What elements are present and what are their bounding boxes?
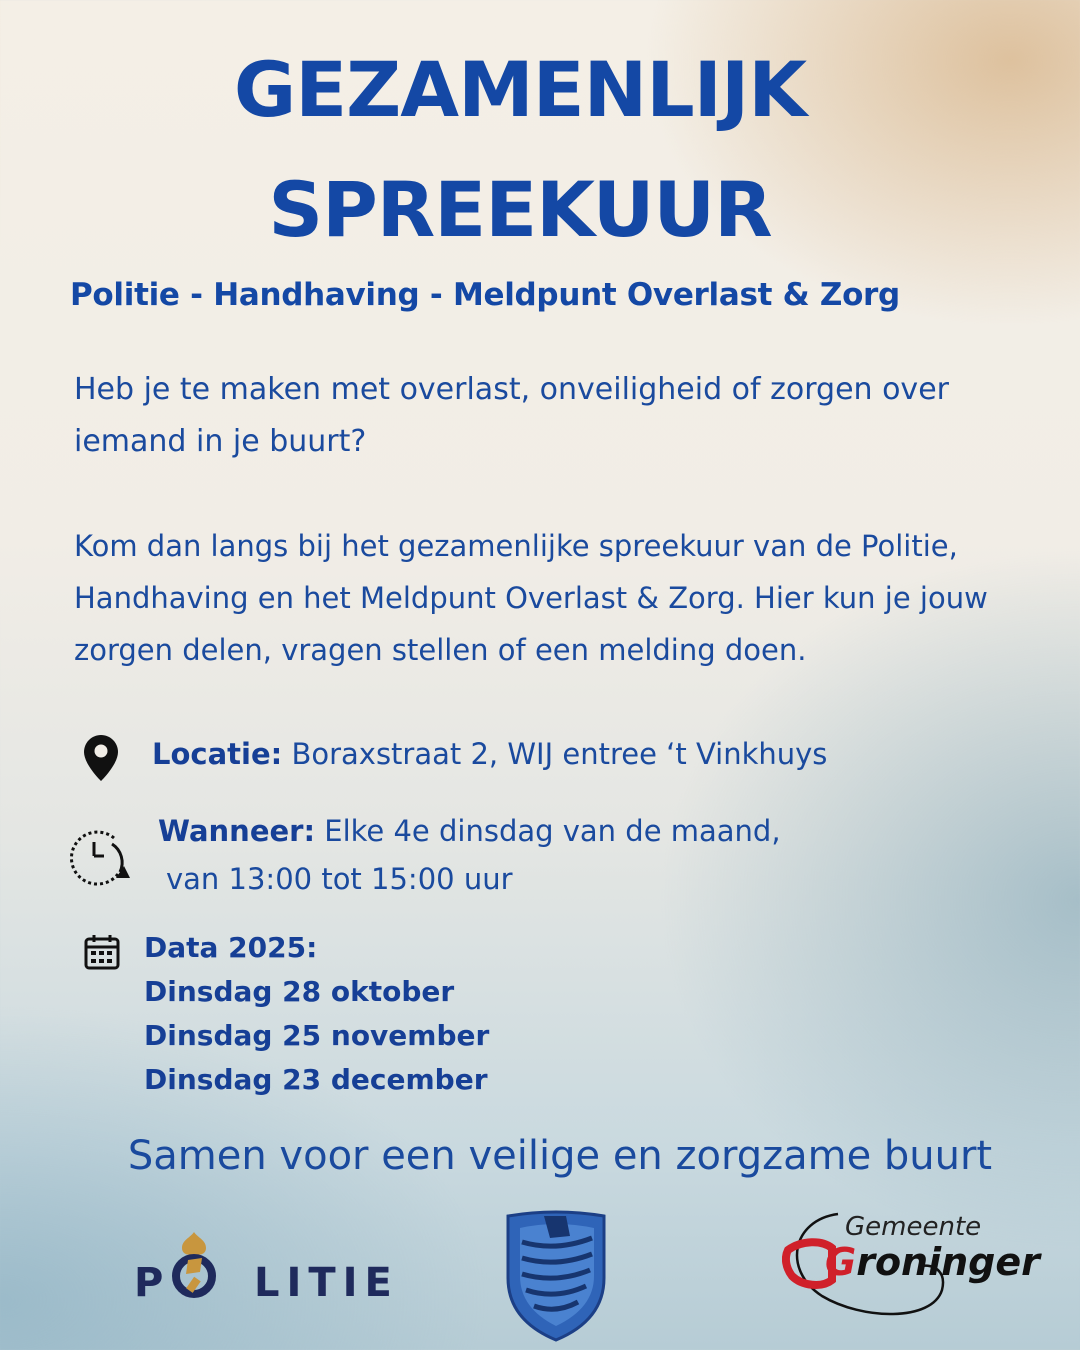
dates-block [144,926,489,1102]
intro-paragraph: Heb je te maken met overlast, onveiligheid of zorgen over iemand in je buurt? [74,372,949,459]
location-value: Boraxstraat 2, WIJ entree ‘t Vinkhuys [291,737,828,771]
calendar-icon [84,934,120,970]
dates-title: Data 2025: [144,931,318,964]
title-line-2: SPREEKUUR [268,165,772,254]
when-line [158,814,781,848]
invite-paragraph: Kom dan langs bij het gezamenlijke spreekuur van de Politie, Handhaving en het Meldpunt Overlast & Zorg. Hier kun je jouw zorgen delen, vragen stellen of een melding doen. [74,529,988,667]
location-label: Locatie: [152,737,283,771]
when-label: Wanneer: [158,814,316,848]
when-time: van 13:00 tot 15:00 uur [166,862,513,896]
clock-icon [68,826,134,886]
when-value: Elke 4e dinsdag van de maand, [324,814,781,848]
date-item: Dinsdag 23 december [144,1063,488,1096]
handhaving-shield-logo [500,1208,612,1344]
slogan: Samen voor een veilige en zorgzame buurt [127,1133,993,1179]
subtitle: Politie - Handhaving - Meldpunt Overlast & Zorg [70,277,900,313]
gemeente-name-label [825,1240,1048,1284]
date-item: Dinsdag 28 oktober [144,975,455,1008]
gemeente-label: Gemeente [845,1212,982,1242]
date-item: Dinsdag 25 november [144,1019,490,1052]
title-line-1: GEZAMENLIJK [233,45,807,134]
map-pin-icon [83,734,119,782]
gemeente-name: Groninger [825,1240,1040,1284]
location-line [152,737,827,771]
politie-logo-label [134,1260,356,1306]
politie-logo-text: P LITIE [134,1260,399,1306]
